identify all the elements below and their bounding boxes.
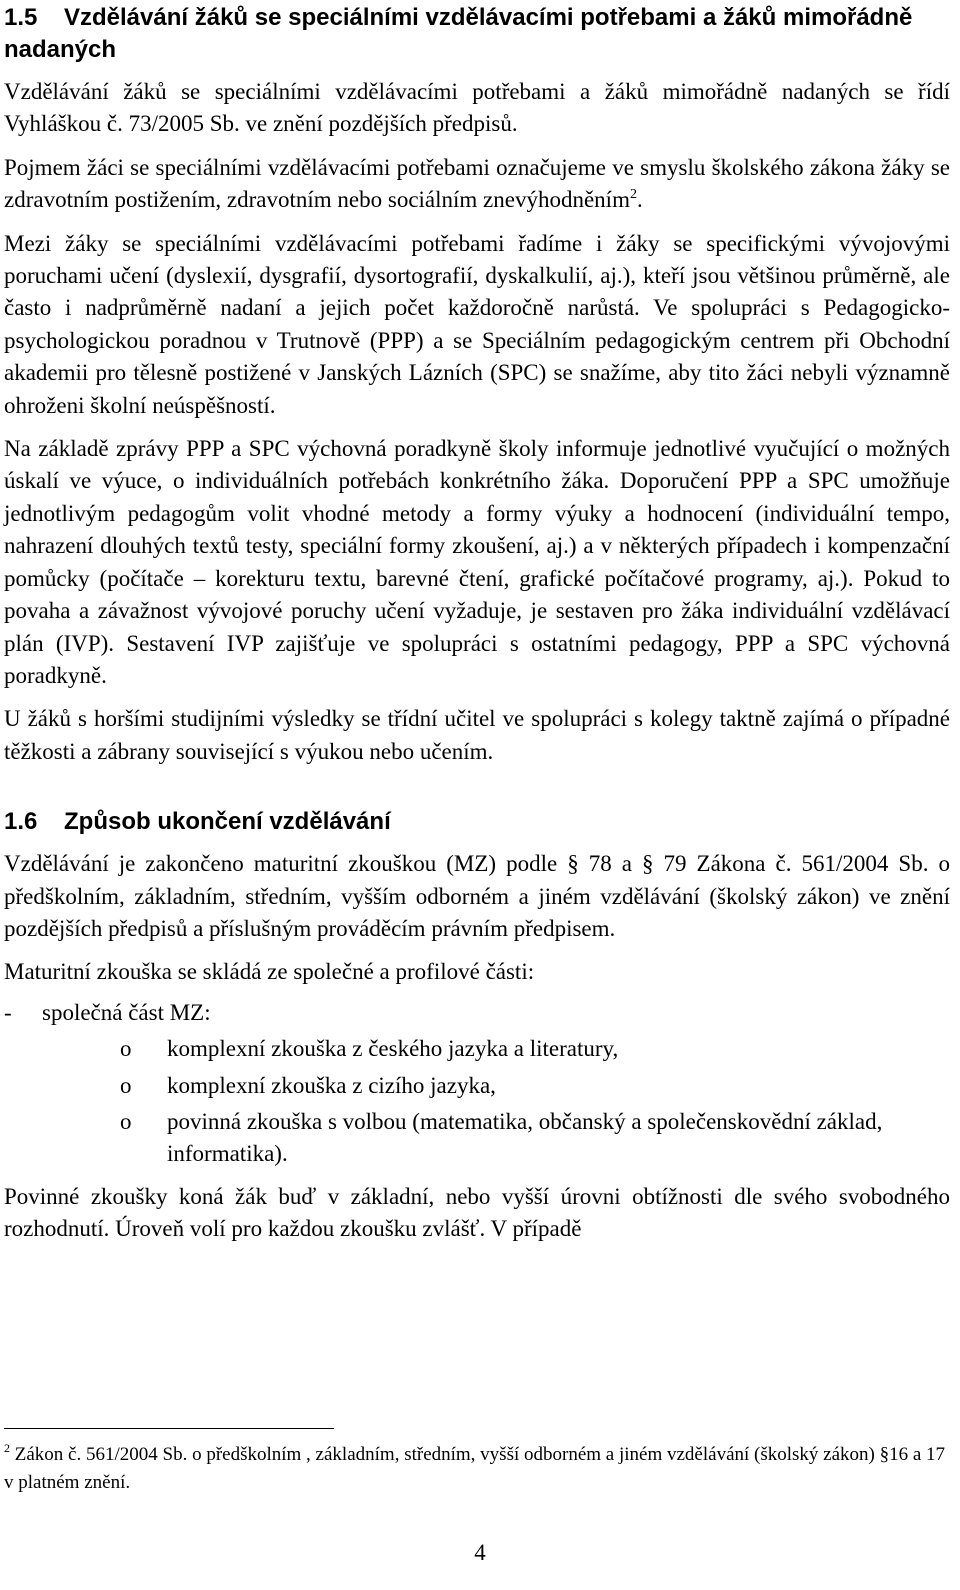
footnote-separator (4, 1428, 334, 1429)
paragraph: Povinné zkoušky koná žák buď v základní, nebo vyšší úrovni obtížnosti dle svého svobodného rozhodnutí. Úroveň volí pro každou zkoušku zvlášť. V případě (4, 1183, 950, 1242)
paragraph: Na základě zprávy PPP a SPC výchovná poradkyně školy informuje jednotlivé vyučující o možných úskalí ve výuce, o individuálních potřebách konkrétního žáka. Doporučení PPP a SPC umožňuje jednotlivým pedagogům volit vhodné metody a formy výuky a hodnocení (individuální tempo, nahrazení dlouhých textů testy, speciální formy zkoušení, aj.) a v některých případech i kompenzační pomůcky (počítače – korekturu textu, barevné čtení, grafické počítačové programy, aj.). Pokud to povaha a závažnost vývojové poruchy učení vyžaduje, je sestaven pro žáka individuální vzdělávací plán (IVP). Sestavení IVP zajišťuje ve spolupráci s ostatními pedagogy, PPP a SPC výchovná poradkyně. (4, 436, 950, 688)
section-number: 1.6 (4, 808, 38, 836)
section-1-6-heading (4, 806, 950, 838)
section-number: 1.5 (4, 4, 38, 31)
list-item (4, 997, 950, 1029)
circle-bullet: o (120, 1036, 132, 1062)
section-title: Způsob ukončení vzdělávání (64, 808, 391, 836)
footnote-number: 2 (4, 1440, 10, 1455)
sub-list-item (4, 1070, 950, 1102)
list-item-label: společná část MZ: (42, 999, 211, 1025)
paragraph: Maturitní zkouška se skládá ze společné a profilové části: (4, 959, 535, 985)
page-content (4, 2, 950, 1257)
sub-list-item-text: komplexní zkouška z cizího jazyka, (167, 1072, 496, 1098)
sub-list-item (4, 1033, 950, 1065)
page-number: 4 (474, 1540, 486, 1565)
sub-list-item-text: povinná zkouška s volbou (matematika, občanský a společenskovědní základ, informatika). (167, 1108, 883, 1167)
section-1-5-heading (4, 2, 950, 66)
circle-bullet: o (120, 1072, 132, 1098)
sub-list-item (4, 1106, 950, 1171)
sub-list-item-text: komplexní zkouška z českého jazyka a literatury, (167, 1036, 619, 1062)
dash-bullet: - (4, 999, 12, 1025)
footnote-reference: 2 (629, 186, 637, 202)
paragraph: Vzdělávání žáků se speciálními vzdělávacími potřebami a žáků mimořádně nadaných se řídí Vyhláškou č. 73/2005 Sb. ve znění pozdějších předpisů. (4, 79, 950, 137)
paragraph: U žáků s horšími studijními výsledky se třídní učitel ve spolupráci s kolegy taktně zajímá o případné těžkosti a zábrany související s výukou nebo učením. (4, 706, 950, 764)
section-title: Vzdělávání žáků se speciálními vzdělávacími potřebami a žáků mimořádně nadaných (4, 4, 913, 63)
paragraph-text: Pojmem žáci se speciálními vzdělávacími potřebami označujeme ve smyslu školského zákona žáky se zdravotním postižením, zdravotním nebo sociálním znevýhodněním (4, 154, 950, 213)
paragraph: Mezi žáky se speciálními vzdělávacími potřebami řadíme i žáky se specifickými vývojovými poruchami učení (dyslexií, dysgrafií, dysortografií, dyskalkulií, aj.), kteří jsou většinou průměrně, ale často i nadprůměrně nadaní a jejich počet každoročně narůstá. Ve spolupráci s Pedagogicko-psychologickou poradnou v Trutnově (PPP) a se Speciálním pedagogickým centrem při Obchodní akademii pro tělesně postižené v Janských Lázních (SPC) se snažíme, aby tito žáci nebyli významně ohroženi školní neúspěšností. (4, 230, 950, 418)
circle-bullet: o (120, 1108, 132, 1134)
paragraph (4, 152, 950, 217)
paragraph-end: . (636, 187, 643, 213)
footnote (4, 1441, 950, 1497)
footnote-text: Zákon č. 561/2004 Sb. o předškolním , základním, středním, vyšší odborném a jiném vzdělávání (školský zákon) §16 a 17 v platném znění. (4, 1444, 946, 1493)
paragraph: Vzdělávání je zakončeno maturitní zkouškou (MZ) podle § 78 a § 79 Zákona č. 561/2004 Sb. o předškolním, základním, středním, vyšším odborném a jiném vzdělávání (školský zákon) ve znění pozdějších předpisů a příslušným prováděcím právním předpisem. (4, 851, 950, 941)
sub-list (4, 1033, 950, 1171)
